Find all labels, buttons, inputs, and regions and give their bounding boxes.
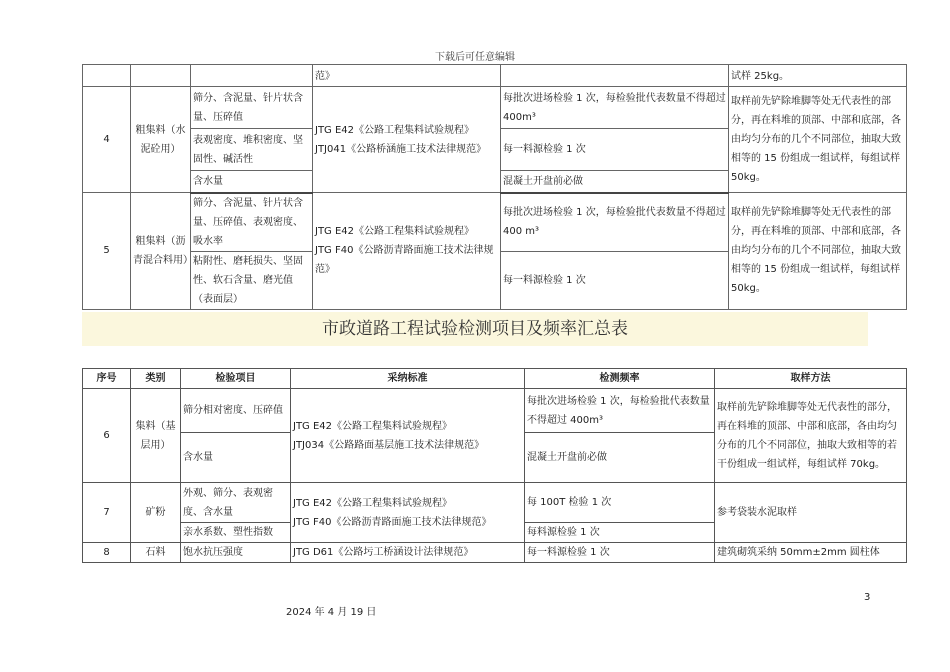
frequency: 每 100T 检验 1 次	[525, 483, 715, 523]
row-category: 粗集料（沥青混合料用）	[131, 193, 191, 310]
test-item: 表观密度、堆积密度、坚固性、碱活性	[191, 129, 313, 171]
row-number: 4	[83, 87, 131, 193]
standard-cell	[291, 483, 525, 543]
test-item: 粘附性、磨耗损失、坚固性、软石含量、磨光值（表面层）	[191, 251, 313, 309]
table-row	[83, 543, 907, 563]
table-row	[83, 389, 907, 433]
standard-line: JTG E42《公路工程集料试验规程》	[315, 226, 475, 238]
header-frequency: 检测频率	[525, 369, 715, 389]
sampling-method: 取样前先铲除堆脚等处无代表性的部分，再在料堆的顶部、中部和底部，各由均匀分布的几个不同部位，抽取大致相等的 15 份组成一组试样，每组试样 50kg。	[729, 87, 907, 193]
sampling-method: 参考袋装水泥取样	[715, 483, 907, 543]
frequency: 每一料源检验 1 次	[525, 543, 715, 563]
footer-date: 2024 年 4 月 19 日	[286, 607, 377, 618]
header-no: 序号	[83, 369, 131, 389]
standard-line: JTG E42《公路工程集料试验规程》	[293, 497, 453, 509]
standard-line: JTG F40《公路沥青路面施工技术法律规范》	[315, 245, 494, 276]
test-item: 筛分相对密度、压碎值	[181, 389, 291, 433]
sampling-method: 取样前先铲除堆脚等处无代表性的部分，再在料堆的顶部、中部和底部，各由均匀分布的几个不同部位，抽取大致相等的 15 份组成一组试样，每组试样 50kg。	[729, 193, 907, 310]
page-number: 3	[864, 592, 871, 603]
section-title-banner: 市政道路工程试验检测项目及频率汇总表	[82, 312, 868, 346]
row-category: 矿粉	[131, 483, 181, 543]
sampling-method: 取样前先铲除堆脚等处无代表性的部分，再在料堆的顶部、中部和底部，各由均匀分布的几个不同部位，抽取大致相等的若干份组成一组试样，每组试样 70kg。	[715, 389, 907, 483]
standard-line: JTG F40《公路沥青路面施工技术法律规范》	[293, 516, 492, 528]
standard-cell	[313, 193, 501, 310]
frequency: 每一料源检验 1 次	[501, 251, 729, 309]
row-number: 7	[83, 483, 131, 543]
frequency: 每批次进场检验 1 次，每检验批代表数量不得超过 400m³	[501, 87, 729, 129]
test-item: 亲水系数、塑性指数	[181, 523, 291, 543]
sampling-method: 建筑砌筑采纳 50mm±2mm 圆柱体	[715, 543, 907, 563]
standard-line: JTG E42《公路工程集料试验规程》	[315, 124, 475, 136]
standard-cell	[291, 389, 525, 483]
row-number: 5	[83, 193, 131, 310]
method-tail: 试样 25kg。	[729, 65, 907, 87]
header-item: 检验项目	[181, 369, 291, 389]
row-number: 6	[83, 389, 131, 483]
standard-line: JTG D61《公路圬工桥涵设计法律规范》	[291, 543, 525, 563]
standard-tail: 范》	[313, 65, 501, 87]
frequency: 每批次进场检验 1 次，每检验批代表数量不得超过 400 m³	[501, 193, 729, 252]
frequency: 每一料源检验 1 次	[501, 129, 729, 171]
header-category: 类别	[131, 369, 181, 389]
standard-line: JTG E42《公路工程集料试验规程》	[293, 420, 453, 432]
standard-line: JTJ034《公路路面基层施工技术法律规范》	[293, 439, 485, 451]
row-category: 石料	[131, 543, 181, 563]
table-row	[83, 483, 907, 523]
row-number: 8	[83, 543, 131, 563]
test-item: 含水量	[191, 171, 313, 193]
table-header-row	[83, 369, 907, 389]
table-row	[83, 87, 907, 129]
test-item: 筛分、含泥量、针片状含量、压碎值	[191, 87, 313, 129]
table-row	[83, 193, 907, 252]
table-row-top-tail	[83, 65, 907, 87]
test-item: 外观、筛分、表观密度、含水量	[181, 483, 291, 523]
test-item: 饱水抗压强度	[181, 543, 291, 563]
test-item: 筛分、含泥量、针片状含量、压碎值、表观密度、吸水率	[191, 193, 313, 252]
table-summary	[82, 368, 907, 563]
frequency: 混凝土开盘前必做	[525, 433, 715, 483]
frequency: 每料源检验 1 次	[525, 523, 715, 543]
frequency: 混凝土开盘前必做	[501, 171, 729, 193]
standard-line: JTJ041《公路桥涵施工技术法律规范》	[315, 143, 487, 155]
test-item: 含水量	[181, 433, 291, 483]
table-top	[82, 64, 907, 310]
header-note: 下载后可任意编辑	[435, 52, 515, 63]
frequency: 每批次进场检验 1 次，每检验批代表数量不得超过 400m³	[525, 389, 715, 433]
header-method: 取样方法	[715, 369, 907, 389]
standard-cell	[313, 87, 501, 193]
row-category: 粗集料（水泥砼用）	[131, 87, 191, 193]
header-standard: 采纳标准	[291, 369, 525, 389]
row-category: 集料（基层用）	[131, 389, 181, 483]
